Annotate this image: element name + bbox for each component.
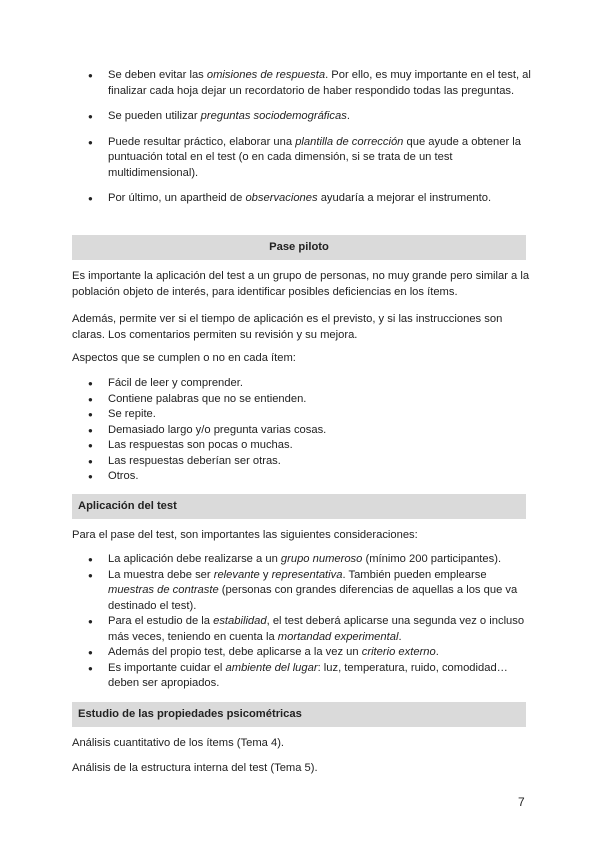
application-intro: Para el pase del test, son importantes las siguientes consideraciones: bbox=[72, 529, 418, 541]
list-item: ● Por último, un apartheid de observaciones ayudaría a mejorar el instrumento. bbox=[72, 191, 532, 207]
list-item: ● Otros. bbox=[72, 469, 532, 485]
list-item: ● Se repite. bbox=[72, 407, 532, 423]
list-item: ● Se pueden utilizar preguntas sociodemográficas. bbox=[72, 109, 532, 125]
list-item: ● Contiene palabras que no se entienden. bbox=[72, 392, 532, 408]
pilot-paragraph-2: Además, permite ver si el tiempo de aplicación es el previsto, y si las instrucciones son claras. Los comentarios permiten su revisión y su mejora. bbox=[72, 313, 503, 341]
list-item: ● Para el estudio de la estabilidad, el test deberá aplicarse una segunda vez o incluso más veces, teniendo en cuenta la mortandad experimental. bbox=[72, 614, 532, 645]
list-item: ● Se deben evitar las omisiones de respuesta. Por ello, es muy importante en el test, al finalizar cada hoja dejar un recordatorio de haber respondido todas las preguntas. bbox=[72, 68, 532, 99]
list-item: ● Fácil de leer y comprender. bbox=[72, 376, 532, 392]
list-item: ● Además del propio test, debe aplicarse a la vez un criterio externo. bbox=[72, 645, 532, 661]
list-item: ● Las respuestas deberían ser otras. bbox=[72, 454, 532, 470]
application-bullet-list bbox=[72, 552, 532, 692]
page-number: 7 bbox=[518, 795, 525, 809]
pilot-paragraph-3: Aspectos que se cumplen o no en cada ítem: bbox=[72, 352, 296, 364]
section-heading-pilot: Pase piloto bbox=[72, 235, 526, 260]
list-item: ● Es importante cuidar el ambiente del lugar: luz, temperatura, ruido, comodidad… deben ser apropiados. bbox=[72, 661, 532, 692]
pilot-aspects-list bbox=[72, 376, 532, 485]
pilot-paragraph-1: Es importante la aplicación del test a un grupo de personas, no muy grande pero similar a la población objeto de interés, para identificar posibles deficiencias en los ítems. bbox=[72, 270, 530, 298]
instructions-bullet-list bbox=[72, 68, 532, 217]
list-item: ● La aplicación debe realizarse a un grupo numeroso (mínimo 200 participantes). bbox=[72, 552, 532, 568]
section-heading-psychometric: Estudio de las propiedades psicométricas bbox=[72, 702, 526, 727]
psychometric-paragraph-1: Análisis cuantitativo de los ítems (Tema 4). bbox=[72, 737, 285, 749]
list-item: ● La muestra debe ser relevante y representativa. También pueden emplearse muestras de contraste (personas con grandes diferencias de aquellas a los que va destinado el test). bbox=[72, 568, 532, 615]
list-item: ● Las respuestas son pocas o muchas. bbox=[72, 438, 532, 454]
section-heading-application: Aplicación del test bbox=[72, 494, 526, 519]
list-item: ● Puede resultar práctico, elaborar una plantilla de corrección que ayude a obtener la puntuación total en el test (o en cada dimensión, si se trata de un test multidimensional). bbox=[72, 135, 532, 182]
psychometric-paragraph-2: Análisis de la estructura interna del test (Tema 5). bbox=[72, 762, 318, 774]
list-item: ● Demasiado largo y/o pregunta varias cosas. bbox=[72, 423, 532, 439]
